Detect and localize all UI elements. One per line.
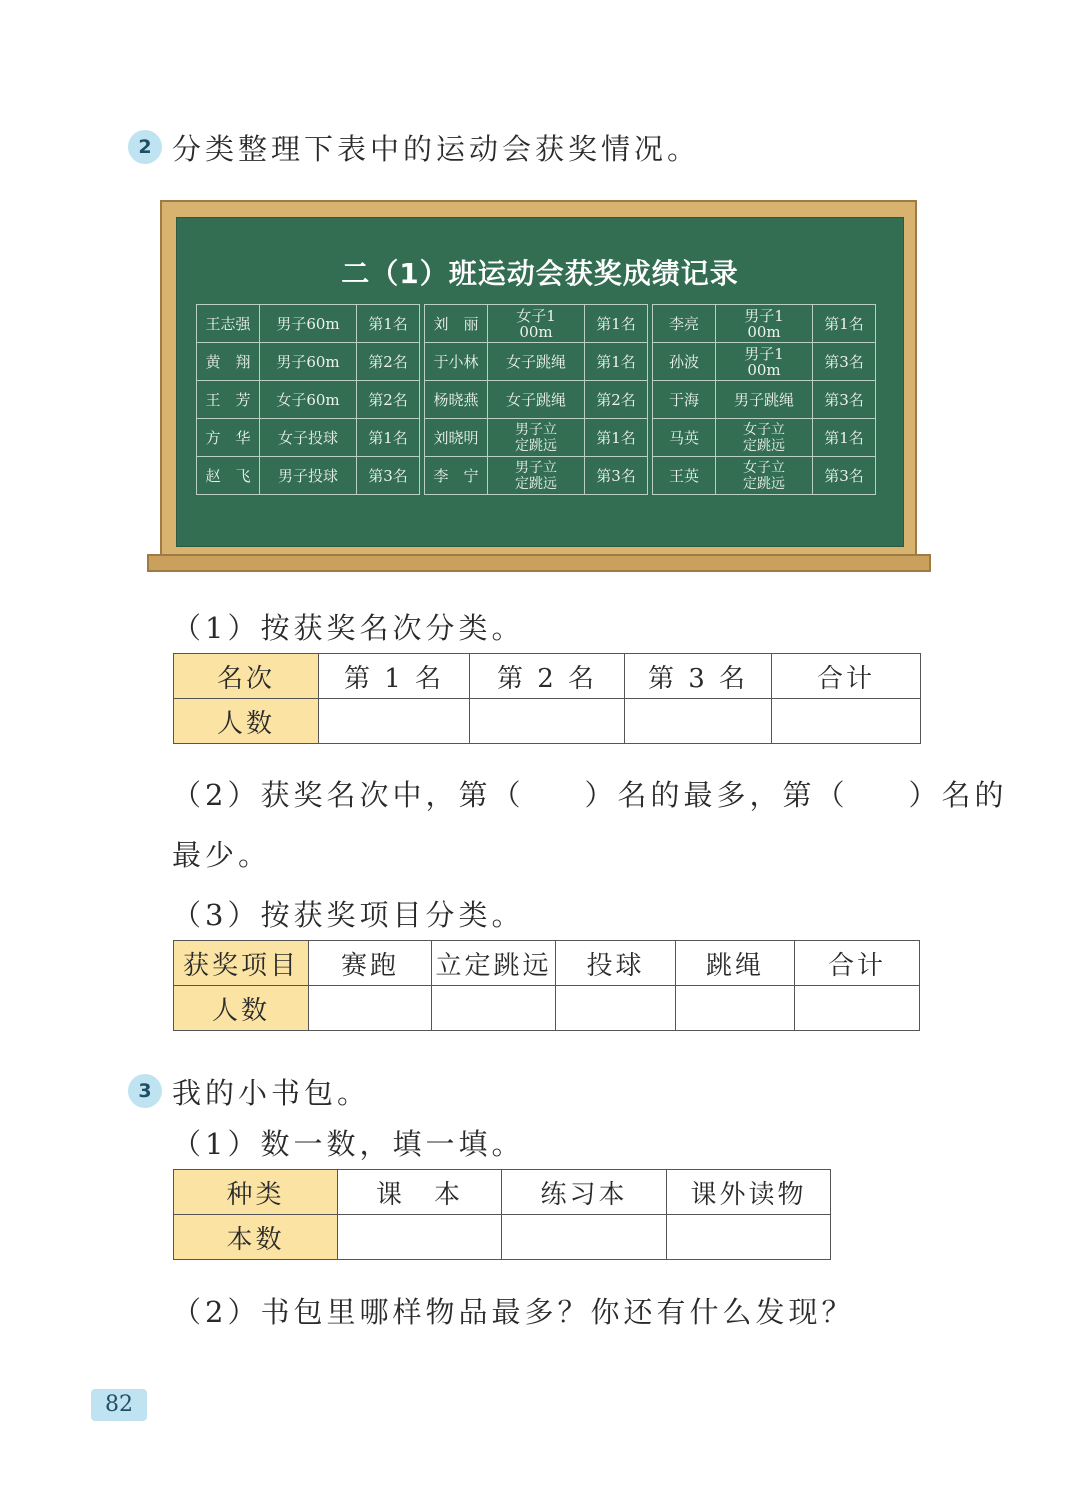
event-line: 男子立 bbox=[515, 421, 557, 438]
place-cell: 第3名 bbox=[813, 457, 876, 495]
place-cell: 第2名 bbox=[585, 381, 648, 419]
part2-line2: 最少。 bbox=[172, 838, 272, 872]
row-header-count: 本数 bbox=[174, 1215, 338, 1260]
column-header: 课外读物 bbox=[667, 1170, 831, 1215]
part1-label: （1）按获奖名次分类。 bbox=[172, 611, 525, 645]
student-name-cell: 刘 丽 bbox=[425, 305, 488, 343]
column-header: 第 2 名 bbox=[470, 654, 625, 699]
answer-cell[interactable] bbox=[625, 699, 772, 744]
event-line: 定跳远 bbox=[515, 475, 557, 492]
answer-cell[interactable] bbox=[432, 986, 556, 1031]
part2-text: ）名的最多，第（ bbox=[584, 778, 849, 812]
student-name-cell: 赵 飞 bbox=[197, 457, 260, 495]
column-header: 第 1 名 bbox=[319, 654, 470, 699]
event-line: 男子1 bbox=[744, 306, 784, 325]
student-name-cell: 马英 bbox=[653, 419, 716, 457]
place-cell: 第2名 bbox=[357, 381, 420, 419]
answer-cell[interactable] bbox=[676, 986, 795, 1031]
board-row bbox=[197, 419, 876, 457]
student-name-cell: 王 芳 bbox=[197, 381, 260, 419]
student-name-cell: 杨晓燕 bbox=[425, 381, 488, 419]
student-name-cell: 方 华 bbox=[197, 419, 260, 457]
answer-cell[interactable] bbox=[309, 986, 432, 1031]
place-cell: 第3名 bbox=[813, 343, 876, 381]
student-name-cell: 李亮 bbox=[653, 305, 716, 343]
student-name-cell: 孙波 bbox=[653, 343, 716, 381]
answer-cell[interactable] bbox=[795, 986, 920, 1031]
event-line: 00m bbox=[519, 322, 553, 341]
event-line: 定跳远 bbox=[743, 437, 785, 454]
question-number-badge: 3 bbox=[128, 1074, 162, 1108]
answer-cell[interactable] bbox=[319, 699, 470, 744]
row-header-count: 人数 bbox=[174, 699, 319, 744]
event-cell bbox=[716, 419, 813, 457]
question-title: 分类整理下表中的运动会获奖情况。 bbox=[172, 132, 701, 166]
place-cell: 第3名 bbox=[813, 381, 876, 419]
place-cell: 第3名 bbox=[357, 457, 420, 495]
answer-cell[interactable] bbox=[338, 1215, 502, 1260]
column-header: 立定跳远 bbox=[432, 941, 556, 986]
student-name-cell: 刘晓明 bbox=[425, 419, 488, 457]
board-row bbox=[197, 457, 876, 495]
event-line: 女子1 bbox=[516, 306, 556, 325]
answer-cell[interactable] bbox=[772, 699, 921, 744]
blackboard-ledge bbox=[147, 554, 931, 572]
answer-cell[interactable] bbox=[556, 986, 676, 1031]
event-cell: 女子投球 bbox=[260, 419, 357, 457]
answer-cell[interactable] bbox=[502, 1215, 667, 1260]
event-cell bbox=[716, 457, 813, 495]
place-cell: 第1名 bbox=[813, 419, 876, 457]
rank-table bbox=[173, 653, 921, 744]
column-header: 投球 bbox=[556, 941, 676, 986]
event-line: 定跳远 bbox=[515, 437, 557, 454]
event-line: 男子立 bbox=[515, 459, 557, 476]
event-cell: 女子跳绳 bbox=[488, 343, 585, 381]
q3-part2-label: （2）书包里哪样物品最多？你还有什么发现？ bbox=[172, 1295, 855, 1329]
column-header: 合计 bbox=[795, 941, 920, 986]
row-header-rank: 名次 bbox=[174, 654, 319, 699]
answer-cell[interactable] bbox=[667, 1215, 831, 1260]
answer-cell[interactable] bbox=[470, 699, 625, 744]
event-cell: 男子60m bbox=[260, 305, 357, 343]
student-name-cell: 王志强 bbox=[197, 305, 260, 343]
column-header: 赛跑 bbox=[309, 941, 432, 986]
part2-text: ）名的 bbox=[908, 778, 1008, 812]
part3-label: （3）按获奖项目分类。 bbox=[172, 898, 525, 932]
event-cell: 男子跳绳 bbox=[716, 381, 813, 419]
event-line: 女子立 bbox=[743, 459, 785, 476]
column-header: 合计 bbox=[772, 654, 921, 699]
event-line: 00m bbox=[747, 322, 781, 341]
part2-line1 bbox=[172, 773, 1007, 814]
event-cell bbox=[488, 419, 585, 457]
q3-part1-label: （1）数一数，填一填。 bbox=[172, 1127, 525, 1161]
event-line: 00m bbox=[747, 360, 781, 379]
column-header: 第 3 名 bbox=[625, 654, 772, 699]
event-line: 男子1 bbox=[744, 344, 784, 363]
place-cell: 第1名 bbox=[357, 419, 420, 457]
bag-table bbox=[173, 1169, 831, 1260]
row-header-kind: 种类 bbox=[174, 1170, 338, 1215]
event-line: 女子立 bbox=[743, 421, 785, 438]
event-cell: 女子跳绳 bbox=[488, 381, 585, 419]
event-cell: 男子投球 bbox=[260, 457, 357, 495]
student-name-cell: 于小林 bbox=[425, 343, 488, 381]
column-header: 课 本 bbox=[338, 1170, 502, 1215]
student-name-cell: 黄 翔 bbox=[197, 343, 260, 381]
event-table bbox=[173, 940, 920, 1031]
place-cell: 第1名 bbox=[585, 343, 648, 381]
place-cell: 第3名 bbox=[585, 457, 648, 495]
event-cell bbox=[716, 343, 813, 381]
event-cell bbox=[488, 457, 585, 495]
event-cell: 女子60m bbox=[260, 381, 357, 419]
place-cell: 第2名 bbox=[357, 343, 420, 381]
place-cell: 第1名 bbox=[357, 305, 420, 343]
place-cell: 第1名 bbox=[585, 305, 648, 343]
place-cell: 第1名 bbox=[813, 305, 876, 343]
awards-record-table bbox=[196, 304, 876, 495]
board-title: 二（1）班运动会获奖成绩记录 bbox=[341, 257, 739, 290]
row-header-event: 获奖项目 bbox=[174, 941, 309, 986]
place-cell: 第1名 bbox=[585, 419, 648, 457]
column-header: 跳绳 bbox=[676, 941, 795, 986]
board-row bbox=[197, 343, 876, 381]
student-name-cell: 王英 bbox=[653, 457, 716, 495]
student-name-cell: 李 宁 bbox=[425, 457, 488, 495]
page-number: 82 bbox=[91, 1389, 147, 1421]
event-line: 定跳远 bbox=[743, 475, 785, 492]
question-title: 我的小书包。 bbox=[172, 1076, 371, 1110]
part2-text: （2）获奖名次中，第（ bbox=[172, 778, 525, 812]
board-row bbox=[197, 305, 876, 343]
event-cell: 男子60m bbox=[260, 343, 357, 381]
student-name-cell: 于海 bbox=[653, 381, 716, 419]
event-cell bbox=[488, 305, 585, 343]
board-row bbox=[197, 381, 876, 419]
question-number-badge: 2 bbox=[128, 130, 162, 164]
column-header: 练习本 bbox=[502, 1170, 667, 1215]
row-header-count: 人数 bbox=[174, 986, 309, 1031]
event-cell bbox=[716, 305, 813, 343]
